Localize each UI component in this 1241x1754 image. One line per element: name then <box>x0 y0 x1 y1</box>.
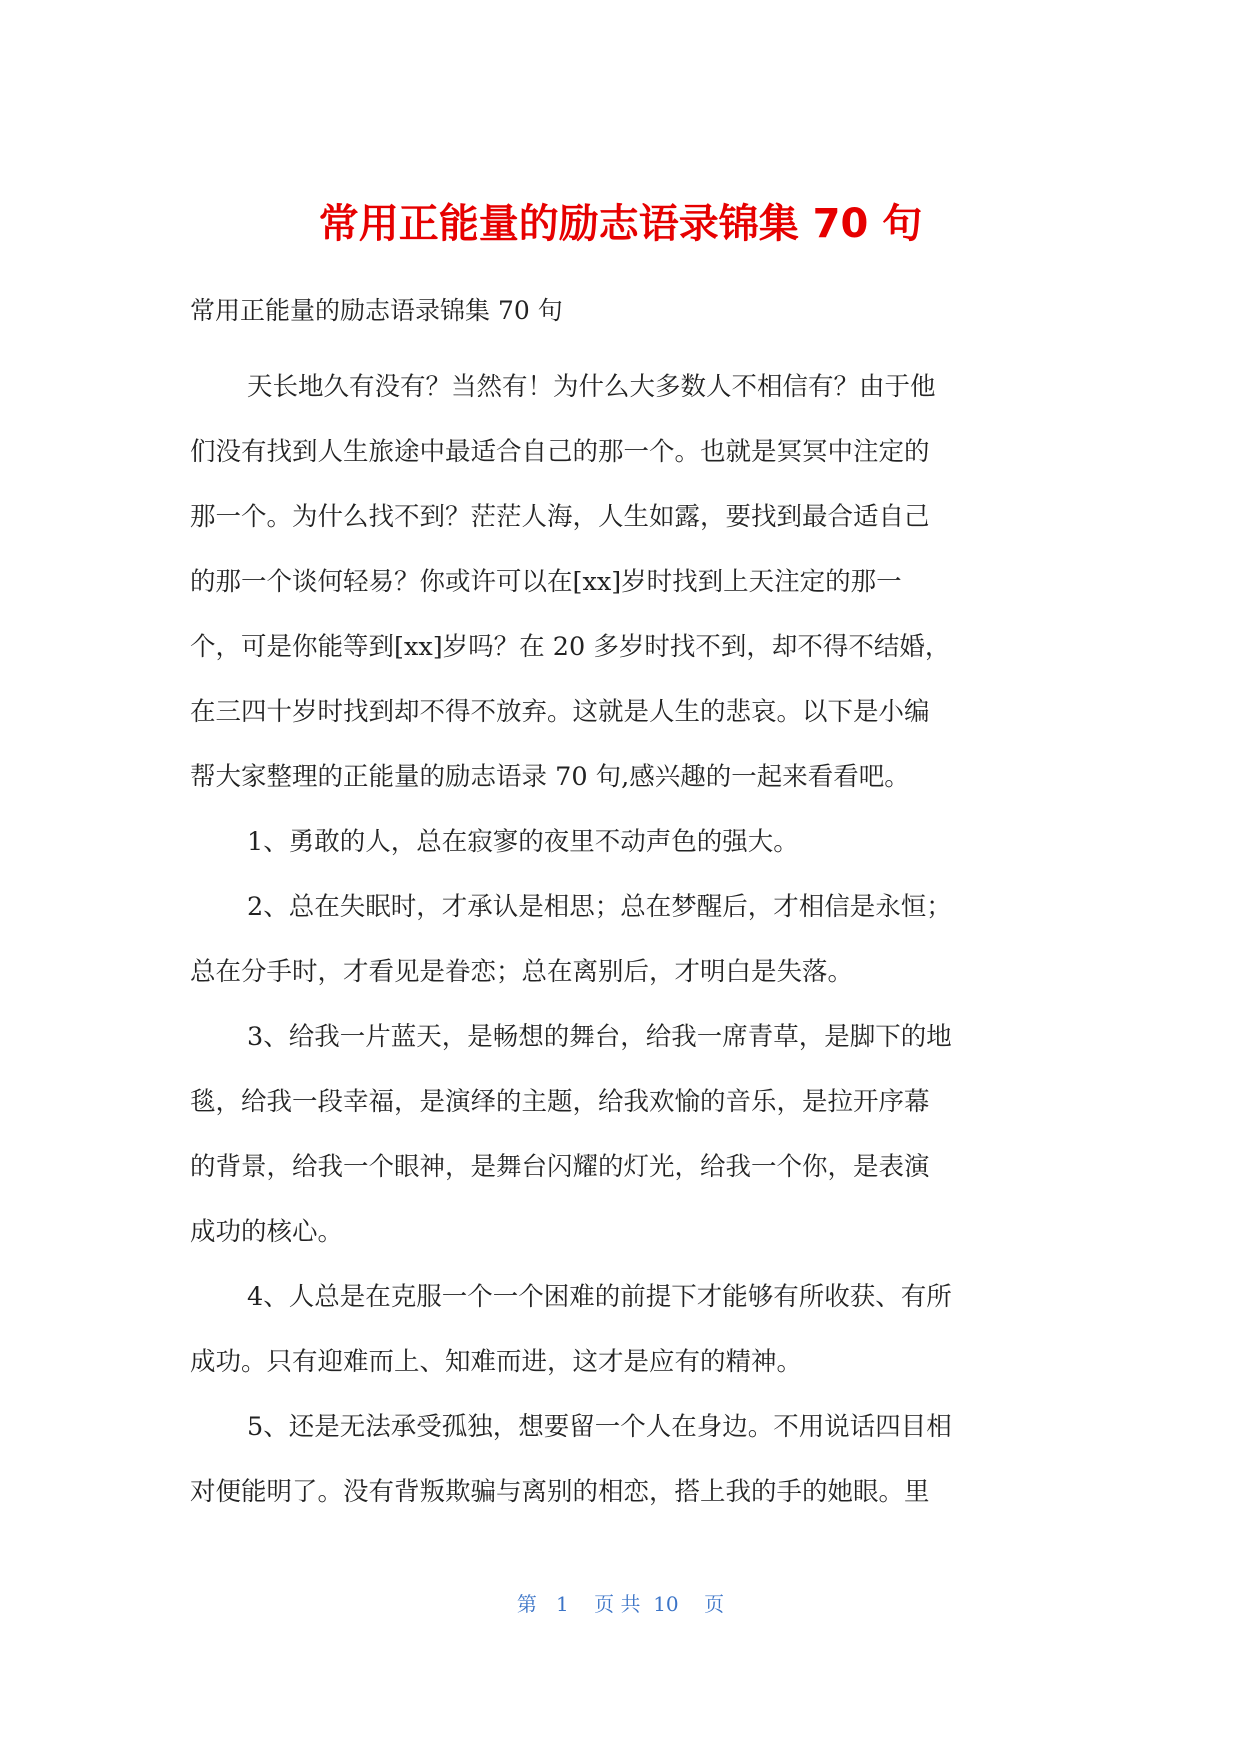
body-line: 3、给我一片蓝天，是畅想的舞台，给我一席青草，是脚下的地 <box>247 1022 952 1052</box>
body-line: 2、总在失眠时，才承认是相思；总在梦醒后，才相信是永恒； <box>247 892 952 922</box>
body-line: 5、还是无法承受孤独，想要留一个人在身边。不用说话四目相 <box>247 1412 952 1442</box>
document-subtitle: 常用正能量的励志语录锦集 70 句 <box>190 296 563 325</box>
body-line: 毯，给我一段幸福，是演绎的主题，给我欢愉的音乐，是拉开序幕 <box>190 1087 930 1117</box>
body-line: 1、勇敢的人，总在寂寥的夜里不动声色的强大。 <box>247 827 799 857</box>
body-line: 天长地久有没有？当然有！为什么大多数人不相信有？由于他 <box>247 372 936 402</box>
body-line: 成功的核心。 <box>190 1217 344 1247</box>
body-line: 的那一个谈何轻易？你或许可以在[xx]岁时找到上天注定的那一 <box>190 567 902 597</box>
body-line: 个，可是你能等到[xx]岁吗？在 20 多岁时找不到，却不得不结婚， <box>190 632 951 662</box>
body-line: 对便能明了。没有背叛欺骗与离别的相恋，搭上我的手的她眼。里 <box>190 1477 930 1507</box>
body-line: 成功。只有迎难而上、知难而进，这才是应有的精神。 <box>190 1347 803 1377</box>
page-number-footer: 第 1 页 共 10 页 <box>516 1592 725 1616</box>
body-line: 帮大家整理的正能量的励志语录 70 句,感兴趣的一起来看看吧。 <box>190 762 910 792</box>
body-line: 们没有找到人生旅途中最适合自己的那一个。也就是冥冥中注定的 <box>190 437 930 467</box>
body-line: 那一个。为什么找不到？茫茫人海，人生如露，要找到最合适自己 <box>190 502 930 532</box>
body-line: 4、人总是在克服一个一个困难的前提下才能够有所收获、有所 <box>247 1282 952 1312</box>
body-line: 的背景，给我一个眼神，是舞台闪耀的灯光，给我一个你，是表演 <box>190 1152 930 1182</box>
document-title: 常用正能量的励志语录锦集 70 句 <box>318 201 923 247</box>
body-line: 总在分手时，才看见是眷恋；总在离别后，才明白是失落。 <box>190 957 854 987</box>
body-line: 在三四十岁时找到却不得不放弃。这就是人生的悲哀。以下是小编 <box>190 697 930 727</box>
document-body <box>190 355 1052 1525</box>
